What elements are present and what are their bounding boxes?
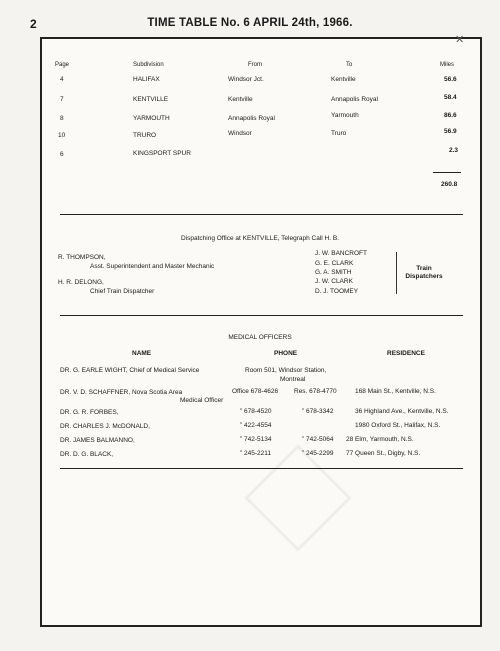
row-miles: 56.9 bbox=[444, 128, 457, 135]
row-miles: 2.3 bbox=[449, 147, 459, 154]
row-miles: 56.6 bbox=[444, 76, 457, 83]
official-title: Asst. Superintendent and Master Mechanic bbox=[90, 263, 215, 270]
row-subdivision: KENTVILLE bbox=[133, 96, 169, 103]
officer-res-phone: Res. 678-4770 bbox=[294, 388, 337, 395]
officer-name: DR. G. EARLE WIGHT, Chief of Medical Service bbox=[60, 367, 200, 374]
dispatcher-name: J. W. CLARK bbox=[315, 278, 353, 285]
row-page: 4 bbox=[60, 76, 64, 83]
officer-office: Room 501, Windsor Station, bbox=[245, 367, 327, 374]
page-frame bbox=[40, 37, 482, 627]
col-subdivision-header: Subdivision bbox=[133, 62, 164, 68]
medical-title: MEDICAL OFFICERS bbox=[228, 334, 292, 341]
dispatchers-bracket bbox=[392, 252, 397, 294]
officer-office: ” 422-4554 bbox=[240, 422, 272, 429]
official-name: R. THOMPSON, bbox=[58, 254, 106, 261]
dispatchers-label: Train Dispatchers bbox=[405, 265, 443, 280]
dispatcher-name: G. A. SMITH bbox=[315, 269, 352, 276]
row-from: Windsor bbox=[228, 130, 252, 137]
row-page: 8 bbox=[60, 115, 64, 122]
row-from: Annapolis Royal bbox=[228, 115, 275, 122]
total-miles: 260.8 bbox=[441, 181, 458, 188]
dispatcher-name: J. W. BANCROFT bbox=[315, 250, 367, 257]
officer-res-phone: ” 678-3342 bbox=[302, 408, 334, 415]
staple-mark: ✕ bbox=[455, 34, 465, 46]
officer-office: ” 742-5134 bbox=[240, 436, 272, 443]
row-from: Windsor Jct. bbox=[228, 76, 264, 83]
col-to-header: To bbox=[346, 62, 353, 68]
row-subdivision: KINGSPORT SPUR bbox=[133, 150, 191, 157]
officer-name: DR. V. D. SCHAFFNER, Nova Scotia Area bbox=[60, 389, 183, 396]
officer-name: DR. D. G. BLACK, bbox=[60, 451, 114, 458]
col-name-header: NAME bbox=[132, 350, 152, 357]
officer-name: DR. CHARLES J. McDONALD, bbox=[60, 423, 150, 430]
officer-office-line2: Montreal bbox=[280, 376, 306, 383]
col-residence-header: RESIDENCE bbox=[387, 350, 425, 357]
dispatcher-name: D. J. TOOMEY bbox=[315, 288, 359, 295]
officer-residence: 1980 Oxford St., Halifax, N.S. bbox=[355, 422, 441, 429]
row-miles: 58.4 bbox=[444, 94, 457, 101]
officer-res-phone: ” 742-5064 bbox=[302, 436, 334, 443]
row-to: Truro bbox=[331, 130, 347, 137]
col-phone-header: PHONE bbox=[274, 350, 298, 357]
section-divider bbox=[60, 315, 463, 316]
row-subdivision: YARMOUTH bbox=[133, 115, 170, 122]
officer-residence: 168 Main St., Kentville, N.S. bbox=[355, 388, 436, 395]
section-divider bbox=[60, 214, 463, 215]
official-title: Chief Train Dispatcher bbox=[90, 288, 155, 295]
row-miles: 86.6 bbox=[444, 112, 457, 119]
officer-name: DR. JAMES BALMANNO, bbox=[60, 437, 135, 444]
officer-residence: 77 Queen St., Digby, N.S. bbox=[346, 450, 421, 457]
row-subdivision: HALIFAX bbox=[133, 76, 160, 83]
row-page: 6 bbox=[60, 151, 64, 158]
total-rule bbox=[433, 172, 461, 173]
officer-office: ” 245-2211 bbox=[240, 450, 271, 457]
official-name: H. R. DELONG, bbox=[58, 279, 104, 286]
officer-office: ” 678-4520 bbox=[240, 408, 272, 415]
row-to: Annapolis Royal bbox=[331, 96, 378, 103]
row-page: 10 bbox=[58, 132, 66, 139]
row-page: 7 bbox=[60, 96, 64, 103]
col-miles-header: Miles bbox=[440, 62, 455, 68]
row-to: Kentville bbox=[331, 76, 356, 83]
row-from: Kentville bbox=[228, 96, 253, 103]
officer-residence: 28 Elm, Yarmouth, N.S. bbox=[346, 436, 414, 443]
dispatcher-name: G. E. CLARK bbox=[315, 260, 354, 267]
col-from-header: From bbox=[248, 62, 262, 68]
officer-name-line2: Medical Officer bbox=[180, 397, 224, 404]
page-number: 2 bbox=[30, 17, 37, 31]
officer-office: Office 678-4626 bbox=[232, 388, 279, 395]
row-subdivision: TRURO bbox=[133, 132, 157, 139]
officer-name: DR. G. R. FORBES, bbox=[60, 409, 119, 416]
dispatching-title: Dispatching Office at KENTVILLE, Telegraph Call H. B. bbox=[180, 235, 339, 242]
section-divider bbox=[60, 468, 463, 469]
officer-residence: 36 Highland Ave., Kentville, N.S. bbox=[355, 408, 449, 415]
page-title: TIME TABLE No. 6 APRIL 24th, 1966. bbox=[147, 17, 353, 29]
officer-res-phone: ” 245-2299 bbox=[302, 450, 334, 457]
col-page-header: Page bbox=[55, 62, 70, 68]
row-to: Yarmouth bbox=[331, 112, 359, 119]
